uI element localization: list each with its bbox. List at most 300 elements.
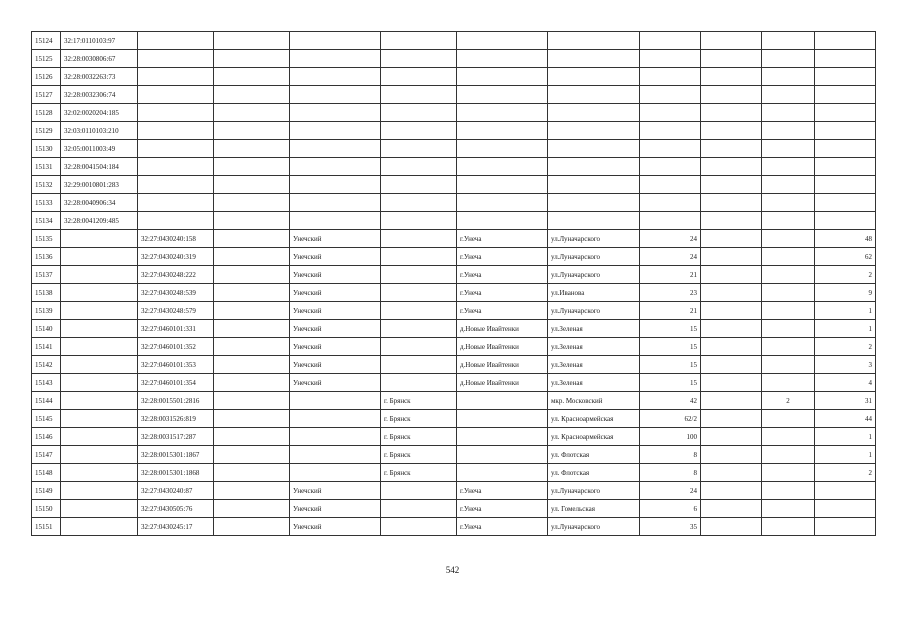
locality-cell — [457, 176, 548, 194]
empty-cell — [214, 446, 290, 464]
street-cell — [548, 32, 640, 50]
empty-cell — [214, 248, 290, 266]
district-cell — [290, 86, 381, 104]
city-cell — [381, 284, 457, 302]
district-cell: Унечский — [290, 302, 381, 320]
street-cell: ул.Зеленая — [548, 356, 640, 374]
empty-cell — [214, 50, 290, 68]
apartment-cell: 9 — [815, 284, 876, 302]
house-cell — [640, 86, 701, 104]
short-number-cell — [61, 338, 138, 356]
row-id-cell: 15141 — [32, 338, 61, 356]
city-cell — [381, 50, 457, 68]
city-cell — [381, 230, 457, 248]
house-cell: 15 — [640, 374, 701, 392]
row-id-cell: 15131 — [32, 158, 61, 176]
locality-cell — [457, 140, 548, 158]
corpus-cell — [762, 50, 815, 68]
city-cell: г. Брянск — [381, 446, 457, 464]
table-row — [32, 500, 876, 518]
row-id-cell: 15151 — [32, 518, 61, 536]
locality-cell: д.Новые Ивайтенки — [457, 374, 548, 392]
cadastral-number-cell: 32:27:0460101:331 — [138, 320, 214, 338]
building-cell — [701, 104, 762, 122]
row-id-cell: 15146 — [32, 428, 61, 446]
street-cell: ул.Луначарского — [548, 302, 640, 320]
city-cell: г. Брянск — [381, 428, 457, 446]
locality-cell: д.Новые Ивайтенки — [457, 320, 548, 338]
building-cell — [701, 446, 762, 464]
street-cell: ул.Луначарского — [548, 266, 640, 284]
locality-cell — [457, 446, 548, 464]
corpus-cell — [762, 194, 815, 212]
cadastral-number-cell — [138, 176, 214, 194]
locality-cell: г.Унеча — [457, 230, 548, 248]
district-cell: Унечский — [290, 248, 381, 266]
district-cell — [290, 68, 381, 86]
short-number-cell — [61, 464, 138, 482]
row-id-cell: 15150 — [32, 500, 61, 518]
building-cell — [701, 176, 762, 194]
cadastral-number-cell — [138, 140, 214, 158]
table-row — [32, 158, 876, 176]
city-cell — [381, 86, 457, 104]
empty-cell — [214, 32, 290, 50]
house-cell: 24 — [640, 230, 701, 248]
locality-cell: д.Новые Ивайтенки — [457, 338, 548, 356]
empty-cell — [214, 212, 290, 230]
house-cell: 21 — [640, 302, 701, 320]
table-row — [32, 32, 876, 50]
row-id-cell: 15148 — [32, 464, 61, 482]
apartment-cell: 2 — [815, 338, 876, 356]
city-cell — [381, 68, 457, 86]
corpus-cell — [762, 122, 815, 140]
city-cell — [381, 140, 457, 158]
row-id-cell: 15134 — [32, 212, 61, 230]
street-cell — [548, 86, 640, 104]
street-cell: ул.Луначарского — [548, 230, 640, 248]
street-cell: ул.Зеленая — [548, 374, 640, 392]
street-cell — [548, 194, 640, 212]
locality-cell — [457, 410, 548, 428]
city-cell — [381, 212, 457, 230]
apartment-cell: 1 — [815, 320, 876, 338]
short-number-cell: 32:29:0010801:283 — [61, 176, 138, 194]
cadastral-number-cell: 32:27:0430240:87 — [138, 482, 214, 500]
empty-cell — [214, 86, 290, 104]
district-cell: Унечский — [290, 356, 381, 374]
apartment-cell — [815, 518, 876, 536]
district-cell: Унечский — [290, 518, 381, 536]
cadastral-number-cell: 32:27:0460101:353 — [138, 356, 214, 374]
table-row — [32, 338, 876, 356]
building-cell — [701, 428, 762, 446]
cadastral-number-cell — [138, 68, 214, 86]
locality-cell — [457, 68, 548, 86]
apartment-cell — [815, 50, 876, 68]
corpus-cell — [762, 302, 815, 320]
city-cell — [381, 266, 457, 284]
corpus-cell: 2 — [762, 392, 815, 410]
short-number-cell — [61, 356, 138, 374]
row-id-cell: 15135 — [32, 230, 61, 248]
registry-table — [31, 31, 876, 536]
apartment-cell: 3 — [815, 356, 876, 374]
district-cell: Унечский — [290, 500, 381, 518]
locality-cell: г.Унеча — [457, 266, 548, 284]
building-cell — [701, 230, 762, 248]
table-row — [32, 104, 876, 122]
empty-cell — [214, 518, 290, 536]
cadastral-number-cell: 32:27:0430240:319 — [138, 248, 214, 266]
city-cell — [381, 356, 457, 374]
city-cell: г. Брянск — [381, 410, 457, 428]
district-cell — [290, 50, 381, 68]
apartment-cell: 1 — [815, 446, 876, 464]
apartment-cell: 1 — [815, 428, 876, 446]
cadastral-number-cell: 32:28:0015301:1868 — [138, 464, 214, 482]
cadastral-number-cell — [138, 32, 214, 50]
house-cell — [640, 194, 701, 212]
street-cell: ул. Флотская — [548, 446, 640, 464]
city-cell — [381, 176, 457, 194]
street-cell: ул.Зеленая — [548, 320, 640, 338]
table-row — [32, 194, 876, 212]
house-cell: 42 — [640, 392, 701, 410]
apartment-cell: 2 — [815, 266, 876, 284]
row-id-cell: 15137 — [32, 266, 61, 284]
cadastral-number-cell: 32:27:0430248:539 — [138, 284, 214, 302]
cadastral-number-cell: 32:28:0015501:2816 — [138, 392, 214, 410]
empty-cell — [214, 104, 290, 122]
building-cell — [701, 212, 762, 230]
apartment-cell: 1 — [815, 302, 876, 320]
cadastral-number-cell: 32:27:0430248:579 — [138, 302, 214, 320]
street-cell: ул. Красноармейская — [548, 428, 640, 446]
locality-cell — [457, 392, 548, 410]
street-cell: ул.Луначарского — [548, 248, 640, 266]
house-cell — [640, 104, 701, 122]
short-number-cell — [61, 230, 138, 248]
house-cell — [640, 212, 701, 230]
city-cell — [381, 320, 457, 338]
row-id-cell: 15149 — [32, 482, 61, 500]
building-cell — [701, 338, 762, 356]
table-row — [32, 464, 876, 482]
city-cell — [381, 338, 457, 356]
city-cell — [381, 302, 457, 320]
locality-cell: г.Унеча — [457, 302, 548, 320]
apartment-cell — [815, 122, 876, 140]
short-number-cell: 32:28:0030806:67 — [61, 50, 138, 68]
cadastral-number-cell — [138, 50, 214, 68]
apartment-cell: 4 — [815, 374, 876, 392]
empty-cell — [214, 140, 290, 158]
house-cell — [640, 140, 701, 158]
empty-cell — [214, 68, 290, 86]
building-cell — [701, 392, 762, 410]
locality-cell — [457, 464, 548, 482]
corpus-cell — [762, 446, 815, 464]
table-row — [32, 86, 876, 104]
apartment-cell — [815, 212, 876, 230]
district-cell: Унечский — [290, 482, 381, 500]
apartment-cell — [815, 176, 876, 194]
corpus-cell — [762, 68, 815, 86]
house-cell: 15 — [640, 320, 701, 338]
building-cell — [701, 194, 762, 212]
house-cell — [640, 176, 701, 194]
row-id-cell: 15133 — [32, 194, 61, 212]
table-row — [32, 122, 876, 140]
building-cell — [701, 518, 762, 536]
short-number-cell — [61, 284, 138, 302]
street-cell — [548, 104, 640, 122]
street-cell: мкр. Московский — [548, 392, 640, 410]
house-cell: 24 — [640, 248, 701, 266]
apartment-cell: 31 — [815, 392, 876, 410]
empty-cell — [214, 158, 290, 176]
corpus-cell — [762, 86, 815, 104]
table-row — [32, 68, 876, 86]
city-cell — [381, 518, 457, 536]
apartment-cell — [815, 86, 876, 104]
short-number-cell: 32:17:0110103:97 — [61, 32, 138, 50]
street-cell: ул. Красноармейская — [548, 410, 640, 428]
locality-cell: г.Унеча — [457, 500, 548, 518]
cadastral-number-cell: 32:27:0430248:222 — [138, 266, 214, 284]
row-id-cell: 15132 — [32, 176, 61, 194]
row-id-cell: 15145 — [32, 410, 61, 428]
locality-cell: г.Унеча — [457, 248, 548, 266]
table-row — [32, 518, 876, 536]
cadastral-number-cell: 32:28:0031526:819 — [138, 410, 214, 428]
locality-cell — [457, 104, 548, 122]
apartment-cell: 48 — [815, 230, 876, 248]
table-row — [32, 284, 876, 302]
street-cell — [548, 50, 640, 68]
empty-cell — [214, 374, 290, 392]
street-cell — [548, 158, 640, 176]
row-id-cell: 15126 — [32, 68, 61, 86]
short-number-cell — [61, 374, 138, 392]
short-number-cell: 32:28:0032306:74 — [61, 86, 138, 104]
empty-cell — [214, 176, 290, 194]
empty-cell — [214, 428, 290, 446]
city-cell — [381, 104, 457, 122]
short-number-cell — [61, 392, 138, 410]
district-cell — [290, 32, 381, 50]
short-number-cell — [61, 482, 138, 500]
short-number-cell — [61, 248, 138, 266]
table-body — [32, 32, 876, 536]
building-cell — [701, 32, 762, 50]
city-cell — [381, 482, 457, 500]
building-cell — [701, 50, 762, 68]
city-cell — [381, 32, 457, 50]
street-cell — [548, 212, 640, 230]
cadastral-number-cell — [138, 104, 214, 122]
empty-cell — [214, 302, 290, 320]
table-row — [32, 248, 876, 266]
short-number-cell: 32:28:0040906:34 — [61, 194, 138, 212]
table-row — [32, 374, 876, 392]
apartment-cell: 44 — [815, 410, 876, 428]
apartment-cell — [815, 482, 876, 500]
corpus-cell — [762, 230, 815, 248]
row-id-cell: 15136 — [32, 248, 61, 266]
house-cell: 100 — [640, 428, 701, 446]
table-row — [32, 428, 876, 446]
row-id-cell: 15142 — [32, 356, 61, 374]
street-cell — [548, 176, 640, 194]
building-cell — [701, 266, 762, 284]
empty-cell — [214, 482, 290, 500]
locality-cell — [457, 32, 548, 50]
building-cell — [701, 374, 762, 392]
corpus-cell — [762, 500, 815, 518]
district-cell — [290, 140, 381, 158]
district-cell: Унечский — [290, 320, 381, 338]
short-number-cell: 32:05:0011003:49 — [61, 140, 138, 158]
corpus-cell — [762, 176, 815, 194]
row-id-cell: 15143 — [32, 374, 61, 392]
cadastral-number-cell — [138, 158, 214, 176]
street-cell: ул.Иванова — [548, 284, 640, 302]
building-cell — [701, 158, 762, 176]
district-cell: Унечский — [290, 266, 381, 284]
city-cell — [381, 194, 457, 212]
table-row — [32, 356, 876, 374]
house-cell: 15 — [640, 338, 701, 356]
city-cell — [381, 500, 457, 518]
building-cell — [701, 482, 762, 500]
district-cell: Унечский — [290, 374, 381, 392]
short-number-cell — [61, 302, 138, 320]
building-cell — [701, 356, 762, 374]
building-cell — [701, 248, 762, 266]
short-number-cell — [61, 428, 138, 446]
district-cell — [290, 464, 381, 482]
district-cell: Унечский — [290, 338, 381, 356]
building-cell — [701, 320, 762, 338]
short-number-cell: 32:28:0041504:184 — [61, 158, 138, 176]
row-id-cell: 15139 — [32, 302, 61, 320]
cadastral-number-cell: 32:28:0031517:287 — [138, 428, 214, 446]
city-cell — [381, 122, 457, 140]
building-cell — [701, 302, 762, 320]
empty-cell — [214, 464, 290, 482]
district-cell — [290, 122, 381, 140]
empty-cell — [214, 410, 290, 428]
city-cell: г. Брянск — [381, 464, 457, 482]
district-cell — [290, 212, 381, 230]
corpus-cell — [762, 356, 815, 374]
city-cell: г. Брянск — [381, 392, 457, 410]
table-row — [32, 176, 876, 194]
cadastral-number-cell — [138, 122, 214, 140]
empty-cell — [214, 122, 290, 140]
corpus-cell — [762, 212, 815, 230]
row-id-cell: 15130 — [32, 140, 61, 158]
locality-cell — [457, 428, 548, 446]
locality-cell: д.Новые Ивайтенки — [457, 356, 548, 374]
table-row — [32, 392, 876, 410]
cadastral-number-cell — [138, 86, 214, 104]
row-id-cell: 15125 — [32, 50, 61, 68]
short-number-cell: 32:28:0041209:485 — [61, 212, 138, 230]
building-cell — [701, 284, 762, 302]
cadastral-number-cell: 32:27:0430245:17 — [138, 518, 214, 536]
locality-cell: г.Унеча — [457, 482, 548, 500]
table-row — [32, 320, 876, 338]
empty-cell — [214, 338, 290, 356]
district-cell — [290, 410, 381, 428]
cadastral-number-cell — [138, 212, 214, 230]
house-cell: 6 — [640, 500, 701, 518]
locality-cell — [457, 50, 548, 68]
locality-cell — [457, 212, 548, 230]
district-cell — [290, 392, 381, 410]
cadastral-number-cell: 32:27:0460101:354 — [138, 374, 214, 392]
row-id-cell: 15144 — [32, 392, 61, 410]
corpus-cell — [762, 410, 815, 428]
locality-cell — [457, 86, 548, 104]
street-cell: ул. Гомельская — [548, 500, 640, 518]
row-id-cell: 15138 — [32, 284, 61, 302]
corpus-cell — [762, 248, 815, 266]
empty-cell — [214, 266, 290, 284]
locality-cell — [457, 158, 548, 176]
apartment-cell — [815, 158, 876, 176]
district-cell: Унечский — [290, 230, 381, 248]
district-cell — [290, 158, 381, 176]
empty-cell — [214, 392, 290, 410]
street-cell: ул. Флотская — [548, 464, 640, 482]
table-row — [32, 446, 876, 464]
district-cell: Унечский — [290, 284, 381, 302]
district-cell — [290, 428, 381, 446]
street-cell: ул.Луначарского — [548, 518, 640, 536]
cadastral-number-cell: 32:27:0430240:158 — [138, 230, 214, 248]
apartment-cell — [815, 104, 876, 122]
house-cell: 23 — [640, 284, 701, 302]
city-cell — [381, 158, 457, 176]
building-cell — [701, 68, 762, 86]
house-cell — [640, 122, 701, 140]
apartment-cell — [815, 32, 876, 50]
empty-cell — [214, 500, 290, 518]
corpus-cell — [762, 266, 815, 284]
row-id-cell: 15124 — [32, 32, 61, 50]
empty-cell — [214, 194, 290, 212]
building-cell — [701, 140, 762, 158]
row-id-cell: 15140 — [32, 320, 61, 338]
building-cell — [701, 500, 762, 518]
house-cell: 62/2 — [640, 410, 701, 428]
row-id-cell: 15128 — [32, 104, 61, 122]
locality-cell — [457, 122, 548, 140]
building-cell — [701, 86, 762, 104]
house-cell: 21 — [640, 266, 701, 284]
apartment-cell — [815, 194, 876, 212]
corpus-cell — [762, 140, 815, 158]
table-row — [32, 212, 876, 230]
short-number-cell — [61, 266, 138, 284]
short-number-cell — [61, 320, 138, 338]
house-cell: 8 — [640, 446, 701, 464]
